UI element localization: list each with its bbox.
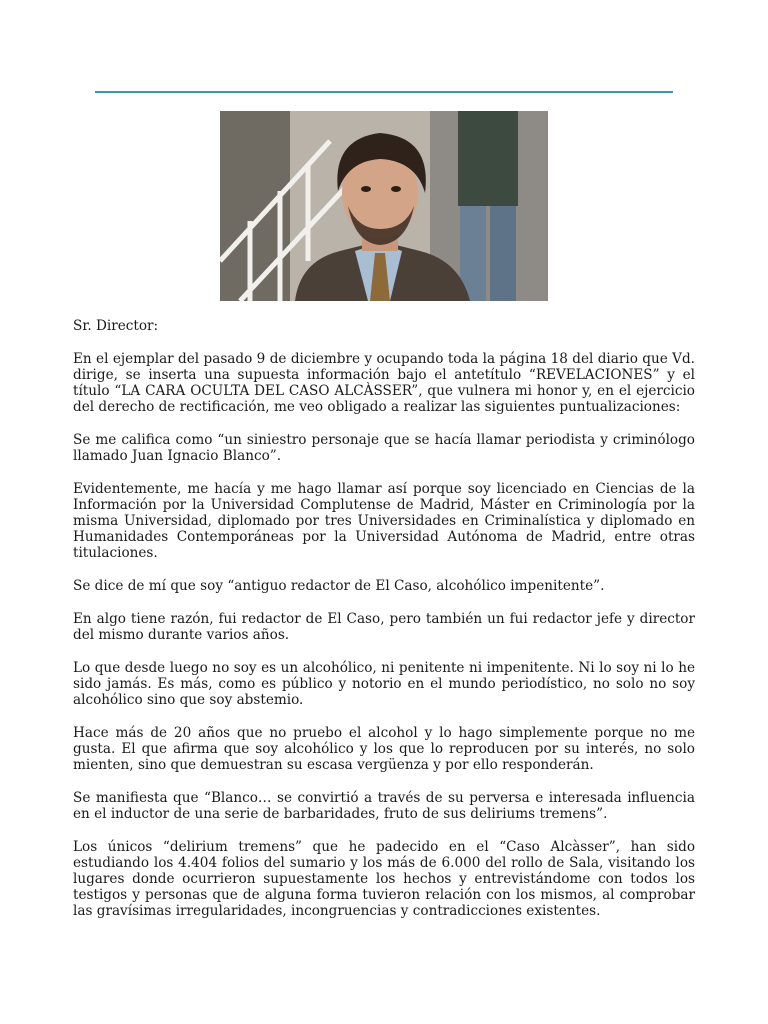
- paragraph: Hace más de 20 años que no pruebo el alcohol y lo hago simplemente porque no me gusta. El que afirma que soy alcohólico y los que lo reproducen por su interés, no solo mienten, sino que demuestran su escasa vergüenza y por ello responderán.: [73, 725, 695, 773]
- paragraph: Se dice de mí que soy “antiguo redactor de El Caso, alcohólico impenitente”.: [73, 578, 605, 594]
- header-rule: [95, 91, 673, 93]
- paragraph: En el ejemplar del pasado 9 de diciembre y ocupando toda la página 18 del diario que Vd. dirige, se inserta una supuesta información bajo el antetítulo “REVELACIONES” y el título “LA CARA OCULTA DEL CASO ALCÀSSER”, que vulnera mi honor y, en el ejercicio del derecho de rectificación, me veo obligado a realizar las siguientes puntualizaciones:: [73, 351, 695, 415]
- paragraph: Lo que desde luego no soy es un alcohólico, ni penitente ni impenitente. Ni lo soy ni lo he sido jamás. Es más, como es público y notorio en el mundo periodístico, no solo no soy alcohólico sino que soy abstemio.: [73, 660, 695, 708]
- paragraph: Se me califica como “un siniestro personaje que se hacía llamar periodista y criminólogo llamado Juan Ignacio Blanco”.: [73, 432, 695, 464]
- letter-body: [73, 318, 695, 936]
- paragraph: En algo tiene razón, fui redactor de El Caso, pero también un fui redactor jefe y director del mismo durante varios años.: [73, 611, 695, 643]
- paragraph: Los únicos “delirium tremens” que he padecido en el “Caso Alcàsser”, han sido estudiando los 4.404 folios del sumario y los más de 6.000 del rollo de Sala, visitando los lugares donde ocurrieron supuestamente los hechos y entrevistándome con todos los testigos y personas que de alguna forma tuvieron relación con los mismos, al comprobar las gravísimas irregularidades, incongruencias y contradicciones existentes.: [73, 839, 695, 919]
- portrait-photo: [220, 111, 548, 301]
- paragraph: Evidentemente, me hacía y me hago llamar así porque soy licenciado en Ciencias de la Información por la Universidad Complutense de Madrid, Máster en Criminología por la misma Universidad, diplomado por tres Universidades en Criminalística y diplomado en Humanidades Contemporáneas por la Universidad Autónoma de Madrid, entre otras titulaciones.: [73, 481, 695, 561]
- salutation: Sr. Director:: [73, 318, 159, 334]
- paragraph: Se manifiesta que “Blanco… se convirtió a través de su perversa e interesada influencia en el inductor de una serie de barbaridades, fruto de sus deliriums tremens”.: [73, 790, 695, 822]
